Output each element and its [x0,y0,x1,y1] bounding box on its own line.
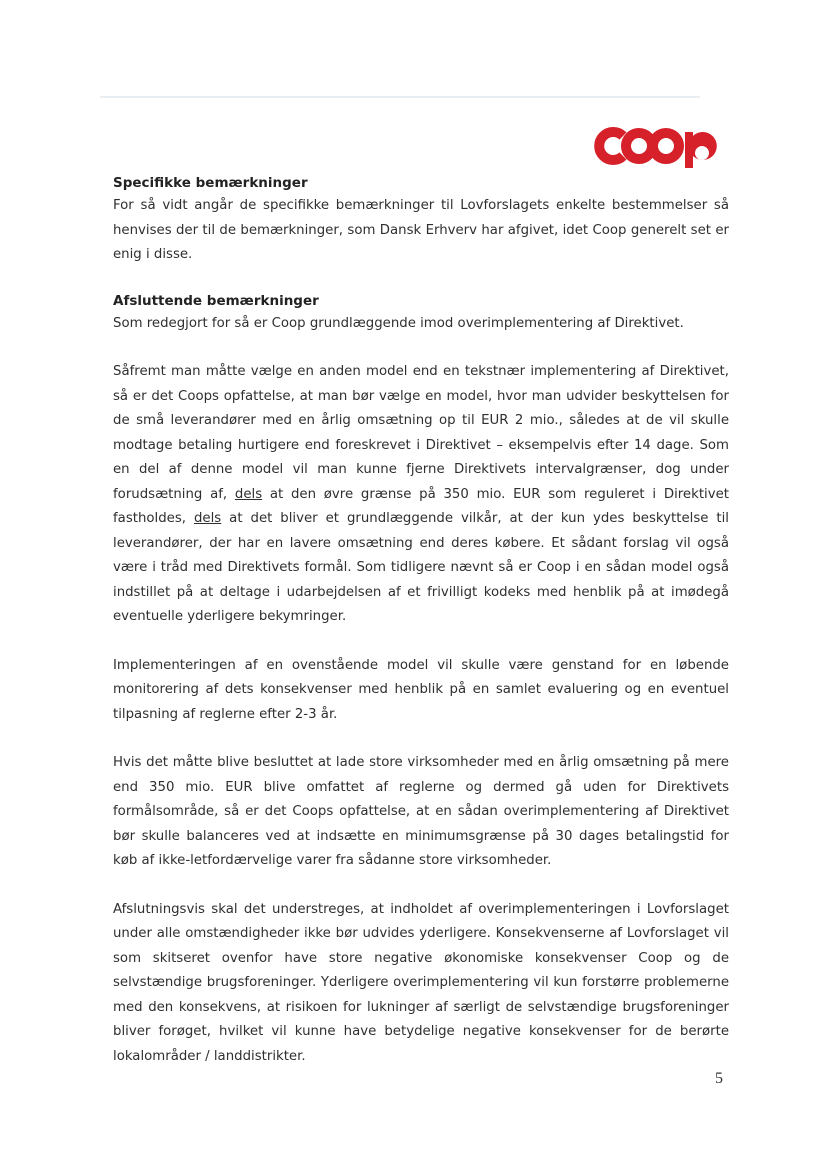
coop-logo [593,124,721,168]
paragraph-model [113,360,729,630]
paragraph-model-part-c: at det bliver et grundlæggende vilkår, at der kun ydes beskyttelse til leverandører, der har en lavere omsætning end deres købere. Et sådant forslag vil også være i tråd med Direktivets formål. Som tidligere nævnt så er Coop i en sådan model også indstillet på at deltage i udarbejdelsen af et frivilligt kodeks med henblik på at imødegå eventuelle yderligere bekymringer. [113,511,729,624]
underline-dels-1: dels [234,486,263,502]
heading-specifikke: Specifikke bemærkninger [113,175,308,191]
paragraph-model-part-b: at den øvre grænse på 350 mio. EUR som reguleret i Direktivet fastholdes, [113,486,729,526]
letter-body [113,172,729,1069]
paragraph-implementering: Implementeringen af en ovenstående model vil skulle være genstand for en løbende monitorering af dets konsekvenser med henblik på en samlet evaluering og en eventuel tilpasning af reglerne efter 2-3 år. [113,657,729,722]
paragraph-store-virksomheder: Hvis det måtte blive besluttet at lade store virksomheder med en årlig omsætning på mere end 350 mio. EUR blive omfattet af reglerne og dermed gå uden for Direktivets formålsområde, så er det Coops opfattelse, at en sådan overimplementering af Direktivet bør skulle balanceres ved at indsætte en minimumsgrænse på 30 dages betalingstid for køb af ikke-letfordærvelige varer fra sådanne store virksomheder. [113,755,729,868]
page-number: 5 [715,1070,723,1087]
heading-afsluttende: Afsluttende bemærkninger [113,292,319,309]
paragraph-afslutningsvis: Afslutningsvis skal det understreges, at indholdet af overimplementeringen i Lovforslaget under alle omstændigheder ikke bør udvides yderligere. Konsekvenserne af Lovforslaget vil som skitseret ovenfor have store negative økonomiske konsekvenser Coop og de selvstændige brugsforeninger. Yderligere overimplementering vil kun forstørre problemerne med den konsekvens, at risikoen for lukninger af særligt de selvstændige brugsforeninger bliver forøget, hvilket vil kunne have betydelige negative konsekvenser for de berørte lokalområder / landdistrikter. [113,901,729,1064]
paragraph-model-part-a: Såfremt man måtte vælge en anden model end en tekstnær implementering af Direktivet, så er det Coops opfattelse, at man bør vælge en model, hvor man udvider beskyttelsen for de små leverandører med en årlig omsætning op til EUR 2 mio., således at de vil skulle modtage betaling hurtigere end foreskrevet i Direktivet – eksempelvis efter 14 dage. Som en del af denne model vil man kunne fjerne Direktivets intervalgrænser, dog under forudsætning af, [113,364,729,502]
specifikke-text: For så vidt angår de specifikke bemærkninger til Lovforslagets enkelte bestemmelser så henvises der til de bemærkninger, som Dansk Erhverv har afgivet, idet Coop generelt set er enig i disse. [113,198,729,262]
afsluttende-text: Som redegjort for så er Coop grundlæggende imod overimplementering af Direktivet. [113,315,684,331]
underline-dels-2: dels [193,511,222,526]
scan-line [100,96,700,98]
